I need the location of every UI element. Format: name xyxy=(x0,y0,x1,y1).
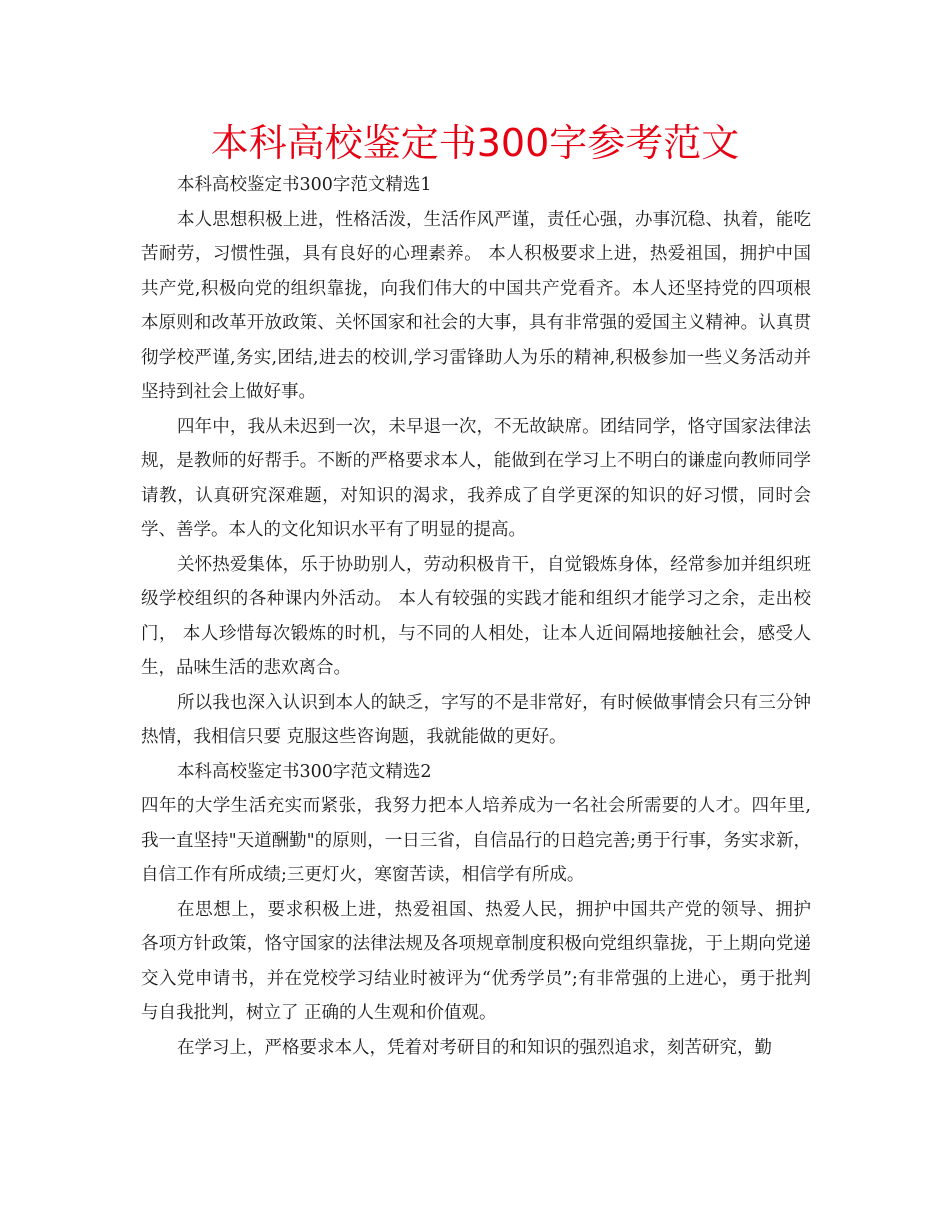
paragraph: 在学习上，严格要求本人，凭着对考研目的和知识的强烈追求，刻苦研究，勤 xyxy=(177,1037,772,1058)
paragraph: 关怀热爱集体，乐于协助别人，劳动积极肯干，自觉锻炼身体，经常参加并组织班级学校组织的各种课内外活动。 本人有较强的实践才能和组织才能学习之余，走出校门， 本人珍惜每次锻炼的时机，与不同的人相处，让本人近间隔地接触社会，感受人生，品味生活的悲欢离合。 xyxy=(141,554,811,678)
paragraph: 在思想上，要求积极上进，热爱祖国、热爱人民，拥护中国共产党的领导、拥护 各项方针政策，恪守国家的法律法规及各项规章制度积极向党组织靠拢，于上期向党递交入党申请书，并在党校学习结业时被评为“优秀学员”;有非常强的上进心，勇于批判与自我批判，树立了 正确的人生观和价值观。 xyxy=(141,899,811,1023)
paragraph: 四年中，我从未迟到一次，未早退一次，不无故缺席。团结同学，恪守国家法律法规，是教师的好帮手。不断的严格要求本人，能做到在学习上不明白的谦虚向教师同学请教，认真研究深难题，对知识的渴求，我养成了自学更深的知识的好习惯，同时会学、善学。本人的文化知识水平有了明显的提高。 xyxy=(141,416,811,540)
document-body xyxy=(141,168,811,1065)
paragraph: 四年的大学生活充实而紧张，我努力把本人培养成为一名社会所需要的人才。四年里,我一直坚持"天道酬勤"的原则，一日三省，自信品行的日趋完善;勇于行事，务实求新，自信工作有所成绩;三更灯火，寒窗苦读，相信学有所成。 xyxy=(141,796,811,885)
document-title: 本科高校鉴定书300字参考范文 xyxy=(210,121,740,165)
section-heading-1: 本科高校鉴定书300字范文精选1 xyxy=(177,175,432,195)
paragraph: 本人思想积极上进，性格活泼，生活作风严谨，责任心强，办事沉稳、执着，能吃苦耐劳，习惯性强，具有良好的心理素养。 本人积极要求上进，热爱祖国，拥护中国共产党,积极向党的组织靠拢，向我们伟大的中国共产党看齐。本人还坚持党的四项根本原则和改革开放政策、关怀国家和社会的大事，具有非常强的爱国主义精神。认真贯彻学校严谨,务实,团结,进去的校训,学习雷锋助人为乐的精神,积极参加一些义务活动并坚持到社会上做好事。 xyxy=(141,209,811,402)
section-heading-2: 本科高校鉴定书300字范文精选2 xyxy=(177,761,432,782)
paragraph: 所以我也深入认识到本人的缺乏，字写的不是非常好，有时候做事情会只有三分钟热情，我相信只要 克服这些咨询题，我就能做的更好。 xyxy=(141,692,811,747)
